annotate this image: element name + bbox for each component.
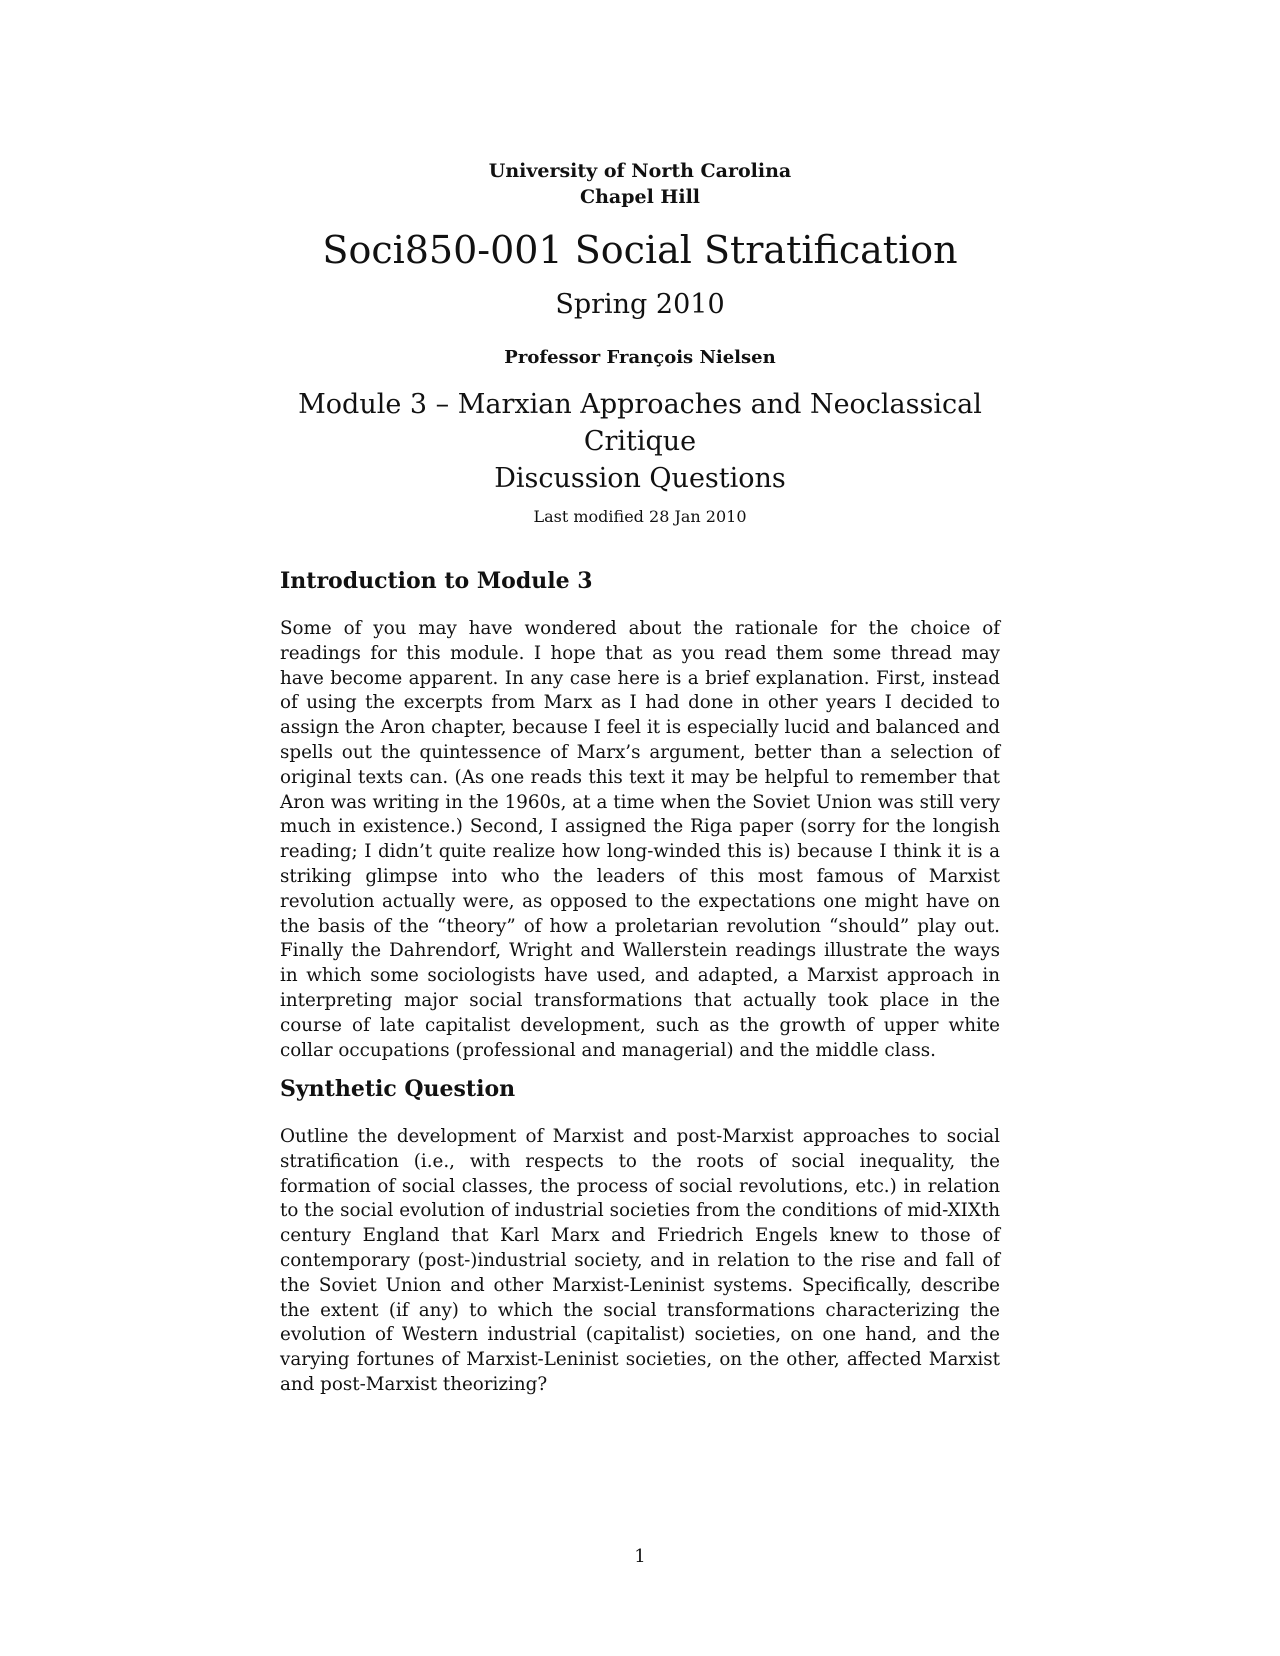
- institution-name: University of North Carolina: [488, 160, 792, 182]
- section-heading-introduction: Introduction to Module 3: [280, 568, 593, 594]
- institution-block: [240, 158, 1040, 210]
- last-modified: Last modified 28 Jan 2010: [533, 507, 747, 526]
- module-title-block: [240, 386, 1040, 497]
- module-title-line2: Critique: [583, 426, 697, 457]
- section-heading-synthetic-question: Synthetic Question: [280, 1076, 516, 1102]
- course-title: Soci850-001 Social Stratification: [322, 228, 958, 272]
- professor-name: Professor François Nielsen: [504, 347, 776, 368]
- module-subtitle: Discussion Questions: [494, 463, 786, 494]
- module-title-line1: Module 3 – Marxian Approaches and Neoclassical: [298, 389, 982, 420]
- section-body-introduction: Some of you may have wondered about the rationale for the choice of readings for this module. I hope that as you read them some thread may have become apparent. In any case here is a brief explanation. First, instead of using the excerpts from Marx as I had done in other years I decided to assign the Aron chapter, because I feel it is especially lucid and balanced and spells out the quintessence of Marx’s argument, better than a selection of original texts can. (As one reads this text it may be helpful to remember that Aron was writing in the 1960s, at a time when the Soviet Union was still very much in existence.) Second, I assigned the Riga paper (sorry for the longish reading; I didn’t quite realize how long-winded this is) because I think it is a striking glimpse into who the leaders of this most famous of Marxist revolution actually were, as opposed to the expectations one might have on the basis of the “theory” of how a proletarian revolution “should” play out. Finally the Dahrendorf, Wright and Wallerstein readings illustrate the ways in which some sociologists have used, and adapted, a Marxist approach in interpreting major social transformations that actually took place in the course of late capitalist development, such as the growth of upper white collar occupations (professional and managerial) and the middle class.: [280, 618, 1000, 1061]
- term: Spring 2010: [555, 289, 725, 320]
- section-body-synthetic-question: Outline the development of Marxist and post-Marxist approaches to social stratification (i.e., with respects to the roots of social inequality, the formation of social classes, the process of social revolutions, etc.) in relation to the social evolution of industrial societies from the conditions of mid-XIXth century England that Karl Marx and Friedrich Engels knew to those of contemporary (post-)industrial society, and in relation to the rise and fall of the Soviet Union and other Marxist-Leninist systems. Specifically, describe the extent (if any) to which the social transformations characterizing the evolution of Western industrial (capitalist) societies, on one hand, and the varying fortunes of Marxist-Leninist societies, on the other, affected Marxist and post-Marxist theorizing?: [280, 1126, 1000, 1395]
- page-number: 1: [634, 1546, 646, 1567]
- institution-campus: Chapel Hill: [579, 186, 701, 208]
